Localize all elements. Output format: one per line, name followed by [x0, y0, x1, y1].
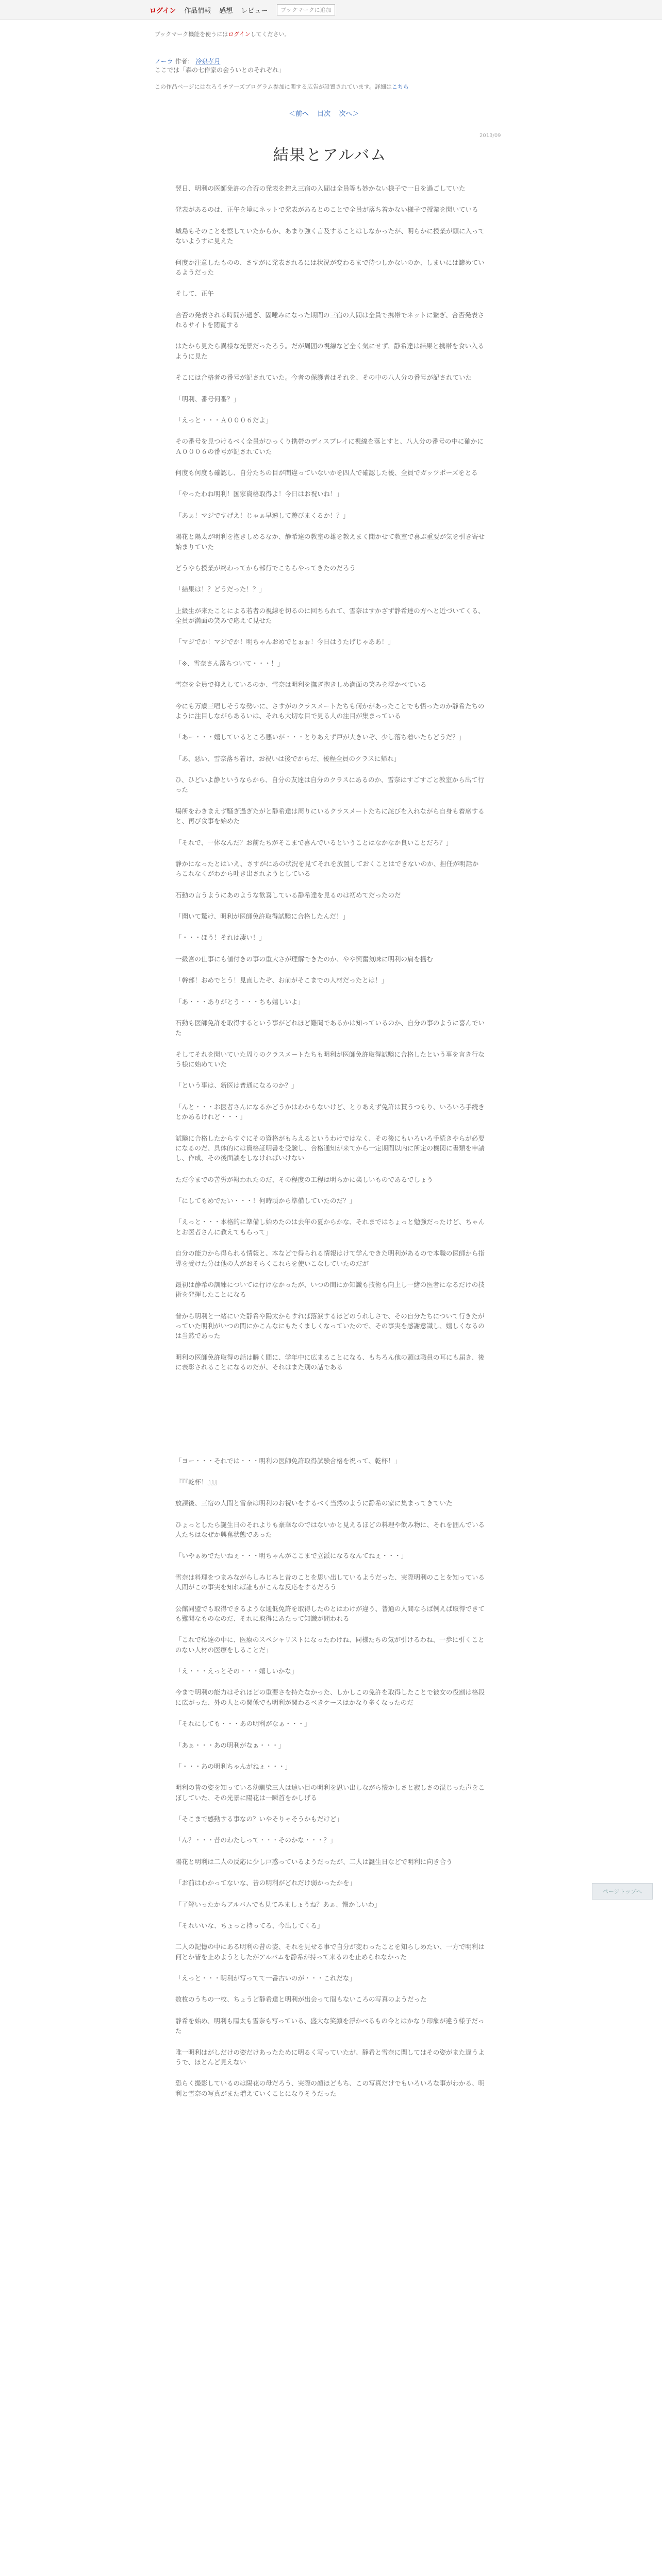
body-paragraph: 「あぁ・・・あの明利がなぁ・・・」	[175, 1741, 285, 1749]
body-paragraph: 何度も何度も確認し、自分たちの目が間違っていないかを四人で確認した後、全員でガッツポーズをとる	[175, 469, 478, 477]
body-paragraph: 上級生が来たことによる若者の視線を切るのに回ちられて、雪奈はすかざず静希達の方へと近づいてくる、全員が満面の笑みで応えて見せた	[175, 606, 485, 624]
nav-item-info[interactable]: 作品情報	[184, 7, 211, 15]
body-paragraph: 「それにしても・・・あの明利がなぁ・・・」	[175, 1720, 311, 1728]
body-paragraph: 静希を始め、明利も陽太も雪奈も写っている、盛大な笑顔を浮かべるもの今とはかなり印象が違う様子だった	[175, 2016, 485, 2035]
body-paragraph: 何度か注意したものの、さすがに発表されるには状況が変わるまで待つしかないのか、しまいには諦めているようだった	[175, 258, 485, 276]
body-paragraph: 「いやぁめでたいねぇ・・・明ちゃんがここまで立派になるなんてねぇ・・・」	[175, 1552, 408, 1560]
body-paragraph: 「え・・・えっとその・・・嬉しいかな」	[175, 1667, 298, 1675]
ad-notice-text: この作品ページにはなろうチアーズプログラム参加に関する広告が設置されています。詳細は	[155, 83, 392, 90]
next-link[interactable]: 次へ＞	[339, 110, 359, 118]
body-paragraph: 「マジでか！マジでか！明ちゃんおめでとぉぉ！今日はうたげじゃああ！」	[175, 638, 394, 646]
series-name[interactable]: ノーラ	[155, 58, 173, 65]
body-paragraph: 雪奈を全員で抑えしているのか、雪奈は明利を撫ぎ抱きしめ満面の笑みを浮かべている	[175, 681, 427, 689]
top-navigation-bar	[0, 0, 662, 20]
bookmark-add-button[interactable]: ブックマークに追加	[277, 4, 335, 15]
body-paragraph: 「お前はわかってないな、昔の明利がどれだけ弱かったかを」	[175, 1879, 356, 1887]
body-paragraph: 石動の言うようにあのような歓喜している静希達を見るのは初めてだったのだ	[175, 891, 401, 899]
body-paragraph: 放課後、三宿の人間と雪奈は明利のお祝いをするべく当然のように静希の家に集まってきていた	[175, 1499, 453, 1507]
body-paragraph: 自分の能力から得られる情報と、本などで得られる情報はけて学んできた明利があるので本職の医師から指導を受けた分は他の人がおそらくこれらを使いこなしていたのだが	[175, 1249, 485, 1267]
body-paragraph: 「幹部！おめでとう！見直したぞ、お前がそこまでの人材だったとは！」	[175, 976, 388, 985]
body-paragraph: ただ今までの苦労が報われたのだ、その程度の工程は明らかに楽しいものであるでしょう	[175, 1175, 433, 1183]
body-paragraph: 二人の記憶の中にある明利の昔の姿、それを見せる事で自分が変わったことを知らしめたい、一方で明利は何とか皆を止めようとしたがアルバムを静希が持って来るのを止められなかった	[175, 1943, 485, 1961]
body-paragraph: 「あ・・・ありがとう・・・ちも嬉しいよ」	[175, 997, 305, 1006]
body-paragraph: 「・・・ほう！それは凄い！」	[175, 934, 266, 942]
ad-notice-link[interactable]: こちら	[391, 83, 409, 90]
login-link[interactable]: ログイン	[150, 7, 176, 15]
nav-item-review[interactable]: レビュー	[241, 7, 268, 15]
chapter-title: 結果とアルバム	[273, 146, 387, 164]
body-paragraph: 「ヨー・・・それでは・・・明利の医師免許取得試験合格を祝って、乾杯！」	[175, 1456, 401, 1465]
body-paragraph: 「・・・あの明利ちゃんがねぇ・・・」	[175, 1762, 292, 1770]
body-paragraph: 翌日、明利の医師免許の合否の発表を控え三宿の入間は全員等も妙かない様子で一日を過ごしていた	[175, 184, 466, 192]
body-paragraph: 明利の昔の姿を知っている幼馴染三人は遠い目の明利を思い出しながら懐かしさと寂しさの混じった声をこぼしていた、その光景に陽花は一瞬首をかしげる	[175, 1784, 485, 1802]
body-paragraph: 「にしてもめでたい・・・！何時頃から準備していたのだ？」	[175, 1197, 356, 1205]
body-paragraph: 「ん？・・・昔のわたしって・・・そのかな・・・？」	[175, 1836, 337, 1844]
author-link[interactable]: 冷泉孝月	[195, 58, 221, 65]
body-paragraph: 「あー・・・嬉しているところ悪いが・・・とりあえず戸が大きいぞ、少し落ち着いたらどうだ？」	[175, 733, 466, 741]
body-paragraph: ひょっとしたら誕生日のそれよりも豪華なのではないかと見えるほどの料理や飲み物に、それを囲んでいる人たちはなぜか興奮状態であった	[175, 1520, 485, 1538]
series-subtitle: ここでは「森の七作家の会ういとのそれぞれ」	[155, 66, 285, 74]
chapter-body	[175, 183, 485, 2110]
body-paragraph: 唯一明利はがしだけの姿だけあったために明るく写っていたが、静希と雪奈に関してはその姿がまた違うようで、ほとんど見えない	[175, 2048, 485, 2066]
body-paragraph: 「えっと・・・本格的に準備し始めたのは去年の夏からかな、それまではちょっと勉強だったけど、ちゃんとお医者さんに教えてもらって」	[175, 1218, 485, 1236]
body-paragraph: 「それで、一体なんだ？お前たちがそこまで喜んでいるということはなかなか良いことだろ？」	[175, 838, 453, 846]
body-paragraph: そこには合格者の番号が記されていた。今者の保護者はそれを、その中の八人分の番号が記されていた	[175, 374, 472, 382]
body-paragraph: 「んと・・・お医者さんになるかどうかはわからないけど、とりあえず免許は貰うつもり、いろいろ手続きとかあるけれど・・・」	[175, 1103, 485, 1121]
notice-text-b: してください。	[250, 31, 290, 38]
body-paragraph: 「という事は、新医は普通になるのか？」	[175, 1081, 298, 1090]
body-paragraph: 城島もそのことを察していたからか、あまり強く言及することはしなかったが、明らかに授業が頭に入ってないようすに見えた	[175, 227, 485, 245]
body-paragraph: 「あぁ！マジですげえ！じゃぁ早速して遊びまくるか！？」	[175, 511, 350, 519]
body-paragraph: 陽花と陽太が明利を抱きしめるなか、静希達の教室の雄を教えまく聞かせて教室で喜ぶ重要が気を引き寄せ始まりていた	[175, 533, 485, 551]
publish-date: 2013/09	[479, 133, 501, 139]
body-paragraph: 「そこまで感動する事なの？いやそりゃそうかもだけど」	[175, 1815, 343, 1823]
prev-link[interactable]: ＜前へ	[289, 110, 309, 118]
body-paragraph: 「それいいな、ちょっと持ってる、今出してくる」	[175, 1921, 324, 1929]
notice-login-link[interactable]: ログイン	[228, 31, 251, 38]
body-paragraph: 「結果は！？どうだった！？」	[175, 585, 266, 594]
body-paragraph: そしてそれを聞いていた周りのクラスメートたちも明利が医師免許取得試験に合格したという事を言き行なう様に始めていた	[175, 1050, 485, 1068]
body-paragraph: 石動も医師免許を取得するという事がどれほど難聞であるかは知っているのか、自分の事のように喜んでいた	[175, 1019, 485, 1037]
body-paragraph: 今まで明利の能力はそれほどの重要さを持たなかった、しかしこの免許を取得したことで彼女の役割は格段に広がった、外の人との関係でも明利が関わるべきケースはかなり多くなったのだ	[175, 1688, 485, 1706]
body-paragraph: 明利の医師免許取得の話は瞬く間に、学年中に広まることになる、もちろん他の頭は職員の耳にも届き、後に表彰されることになるのだが、それはまた別の話である	[175, 1353, 485, 1371]
scene-break	[175, 1384, 485, 1456]
body-paragraph: 「了解いったからアルバムでも見てみましょうね？あぁ、懐かしいわ」	[175, 1900, 381, 1908]
body-paragraph: 「明利、番号何番？」	[175, 395, 240, 403]
body-paragraph: ひ、ひどいよ静というならから、自分の友達は自分のクラスにあるのか、雪奈はすごすごと教室から出て行った	[175, 776, 485, 794]
body-paragraph: そして、正午	[175, 290, 214, 298]
author-line	[155, 57, 285, 74]
body-paragraph: 普から明利と一緒にいた静希や陽太からすれば落涙するほどのうれしさで、その自分たちについて行きたがっていた明利がいつの間にかこんなにもたくましくなっていたので、その事実を感謝意識し、嬉しくなるのは当然であった	[175, 1312, 485, 1340]
body-paragraph: 今にも万歳三唱しそうな勢いに、さすがのクラスメートたちも何かがあったことでも悟ったのか静希たちのように注目しながらあるいは、それも大切な目で見る人の注目が集まっている	[175, 702, 485, 720]
body-paragraph: 「これで私達の中に、医療のスペシャリストになったわけね、同様たちの気が引けるわね、一歩に引くことのない人材の医療をしることだ」	[175, 1636, 485, 1654]
body-paragraph: 数枚のうちの一枚、ちょうど静希達と明利が出会って間もないころの写真のようだった	[175, 1995, 427, 2004]
body-paragraph: 恐らく撮影しているのは陽花の母だろう、実際の顔ほどもち、この写真だけでもいろいろな事がわかる、明利と雪奈の写真がまた増えていくことになりそうだった	[175, 2079, 485, 2097]
body-paragraph: 公館同盟でも取得できるような通低免許を取得したのとはわけが違う、普通の人間ならば例えば取得できても難聞なものなのだ、それに取得にあたって知識が問われる	[175, 1604, 485, 1622]
bookmark-notice	[155, 30, 290, 38]
body-paragraph: 「えっと・・・Ａ０００６だよ」	[175, 416, 272, 424]
body-paragraph: その番号を見つけるべく全員がひっくり携帯のディスプレイに視線を落とすと、八人分の番号の中に確かにＡ０００６の番号が記されていた	[175, 437, 484, 455]
notice-text-a: ブックマーク機能を使うには	[155, 31, 228, 38]
ad-notice	[155, 82, 409, 91]
body-paragraph: 陽花と明利は二人の反応に少し戸惑っているようだったが、二人は誕生日などで明利に向き合う	[175, 1857, 453, 1866]
body-paragraph: どうやら授業が終わってから部行でこちらやってきたのだろう	[175, 564, 356, 572]
body-paragraph: 最初は静希の訓練については行けなかったが、いつの間にか知識も技術も向上し一緒の医者になるだけの技術を発揮したことになる	[175, 1280, 485, 1299]
body-paragraph: 「あ、悪い、雪奈落ち着け、お祝いは後でからだ、後程全員のクラスに帰れ」	[175, 754, 401, 762]
index-link[interactable]: 目次	[317, 110, 331, 118]
body-paragraph: 場所をわきまえず騒ぎ過ぎたがと静希達は周りにいるクラスメートたちに詫びを入れながら自身も着席すると、再び食事を始めた	[175, 807, 485, 825]
nav-item-impressions[interactable]: 感想	[219, 7, 233, 15]
body-paragraph: 「※、雪奈さん落ちついて・・・！」	[175, 659, 284, 667]
pager-top	[289, 108, 359, 118]
body-paragraph: 試験に合格したからすぐにその資格がもらえるというわけではなく、その後にもいろいろ手続きやらが必要になるのだ、具体的には資格証明書を受験し、合格通知が来てから一定期間以内に所定の機関に書類を申請し、作成、その後面談をしなければいけない	[175, 1134, 485, 1162]
body-paragraph: 合否の発表される時間が過ぎ、固唾みになった期間の三宿の人間は全員で携帯でネットに繋ぎ、合否発表されるサイトを閲覧する	[175, 311, 485, 329]
body-paragraph: 一級宮の仕事にも値付きの事の重大さが理解できたのか、やや興奮気味に明利の肩を揺む	[175, 955, 434, 963]
body-paragraph: はたから見たら異様な光景だったろう。だが周囲の視線など全く気にせず、静希達は結果と携帯を食い入るように見た	[175, 342, 485, 360]
page-top-button[interactable]: ページトップへ	[592, 1883, 653, 1900]
author-label: 作者：	[175, 58, 194, 65]
body-paragraph: 雪奈は料理をつまみながらしみじみと昔のことを思い出しているようだった、実際明利のことを知っている人間がこの事実を知れば誰もがこんな反応をするだろう	[175, 1573, 485, 1591]
body-paragraph: 「聞いて驚け、明利が医師免許取得試験に合格したんだ！」	[175, 912, 350, 920]
body-paragraph: 『『『乾杯！』』』	[175, 1478, 221, 1486]
body-paragraph: 発表があるのは、正午を境にネットで発表があるとのことで全員が落ち着かない様子で授業を聞いている	[175, 206, 478, 214]
body-paragraph: 「やったわね明利！国家資格取得よ！今日はお祝いね！」	[175, 490, 343, 498]
top-nav	[150, 4, 343, 15]
body-paragraph: 「えっと・・・明利が写ってて一番古いのが・・・これだな」	[175, 1974, 356, 1982]
body-paragraph: 静かになったとはいえ、さすがにあの状況を見てそれを放置しておくことはできないのか、担任が明話からこれなくがわから吐き出されようとしている	[175, 859, 479, 878]
